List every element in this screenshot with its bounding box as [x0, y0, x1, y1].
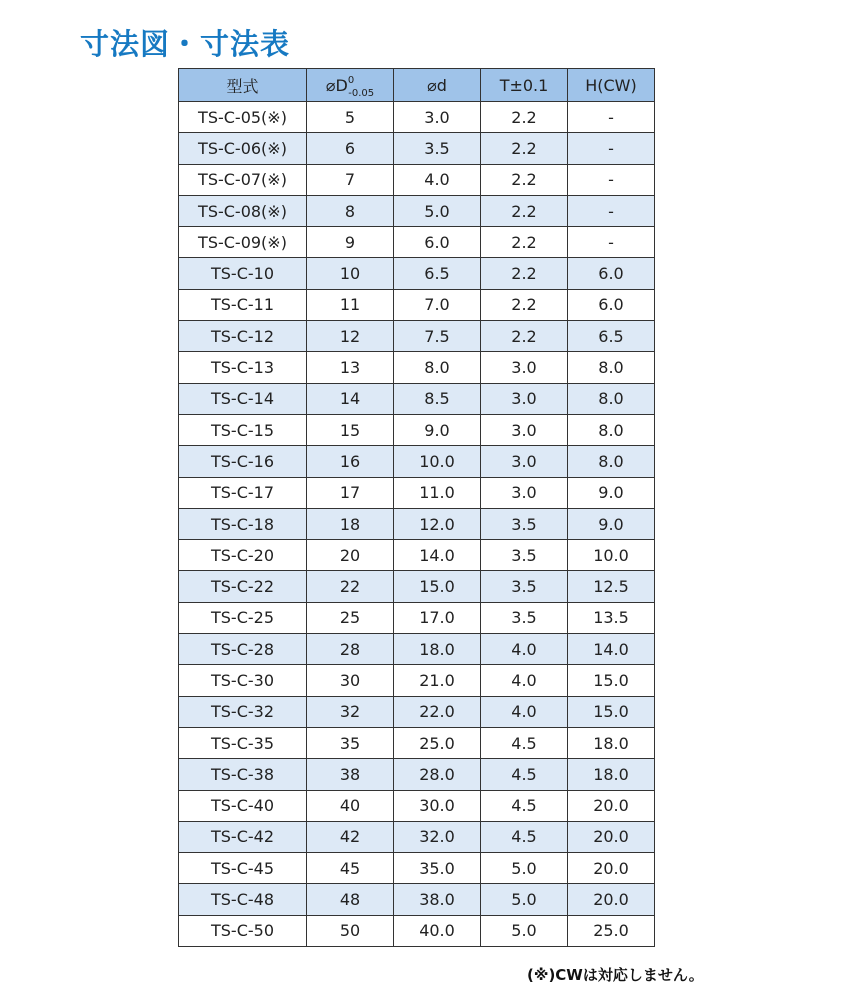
cell-model: TS-C-10 — [179, 258, 307, 289]
cell-model: TS-C-50 — [179, 915, 307, 946]
cell-outer-diameter: 25 — [307, 602, 394, 633]
table-row — [179, 258, 655, 289]
header-inner-diameter: ⌀d — [394, 69, 481, 102]
cell-outer-diameter: 5 — [307, 102, 394, 133]
cell-inner-diameter: 9.0 — [394, 414, 481, 445]
cell-thickness: 3.5 — [481, 508, 568, 539]
cell-outer-diameter: 11 — [307, 289, 394, 320]
cell-model: TS-C-18 — [179, 508, 307, 539]
table-body — [179, 102, 655, 947]
cell-inner-diameter: 32.0 — [394, 821, 481, 852]
cell-model: TS-C-08(※) — [179, 195, 307, 226]
cell-inner-diameter: 15.0 — [394, 571, 481, 602]
cell-height-cw: 15.0 — [568, 665, 655, 696]
cell-thickness: 2.2 — [481, 133, 568, 164]
cell-height-cw: 8.0 — [568, 414, 655, 445]
cell-inner-diameter: 40.0 — [394, 915, 481, 946]
cell-thickness: 4.5 — [481, 821, 568, 852]
cell-thickness: 2.2 — [481, 195, 568, 226]
cell-outer-diameter: 16 — [307, 446, 394, 477]
cell-model: TS-C-15 — [179, 414, 307, 445]
cell-height-cw: - — [568, 227, 655, 258]
cell-height-cw: - — [568, 102, 655, 133]
table-row — [179, 759, 655, 790]
cell-thickness: 2.2 — [481, 102, 568, 133]
cell-outer-diameter: 30 — [307, 665, 394, 696]
cell-outer-diameter: 14 — [307, 383, 394, 414]
header-model: 型式 — [179, 69, 307, 102]
cell-outer-diameter: 38 — [307, 759, 394, 790]
cell-height-cw: 20.0 — [568, 821, 655, 852]
cell-inner-diameter: 18.0 — [394, 634, 481, 665]
cell-height-cw: 10.0 — [568, 540, 655, 571]
cell-inner-diameter: 17.0 — [394, 602, 481, 633]
cell-outer-diameter: 10 — [307, 258, 394, 289]
cell-thickness: 3.0 — [481, 414, 568, 445]
table-row — [179, 790, 655, 821]
cell-model: TS-C-09(※) — [179, 227, 307, 258]
cell-outer-diameter: 35 — [307, 727, 394, 758]
cell-thickness: 4.5 — [481, 790, 568, 821]
cell-height-cw: 6.0 — [568, 258, 655, 289]
cell-outer-diameter: 17 — [307, 477, 394, 508]
cell-outer-diameter: 8 — [307, 195, 394, 226]
table-header-row — [179, 69, 655, 102]
table-row — [179, 821, 655, 852]
cell-inner-diameter: 4.0 — [394, 164, 481, 195]
table-row — [179, 665, 655, 696]
table-row — [179, 195, 655, 226]
cell-outer-diameter: 15 — [307, 414, 394, 445]
cell-inner-diameter: 14.0 — [394, 540, 481, 571]
cell-height-cw: 15.0 — [568, 696, 655, 727]
cell-model: TS-C-35 — [179, 727, 307, 758]
header-outer-diameter-label: ⌀D — [325, 75, 348, 95]
cell-model: TS-C-40 — [179, 790, 307, 821]
cell-inner-diameter: 10.0 — [394, 446, 481, 477]
cell-height-cw: 18.0 — [568, 759, 655, 790]
cell-model: TS-C-45 — [179, 853, 307, 884]
cell-model: TS-C-38 — [179, 759, 307, 790]
cell-model: TS-C-14 — [179, 383, 307, 414]
table-row — [179, 571, 655, 602]
table-row — [179, 508, 655, 539]
cell-height-cw: - — [568, 133, 655, 164]
table-row — [179, 164, 655, 195]
cell-thickness: 2.2 — [481, 289, 568, 320]
cell-inner-diameter: 22.0 — [394, 696, 481, 727]
table-row — [179, 414, 655, 445]
cell-thickness: 5.0 — [481, 915, 568, 946]
cell-height-cw: 8.0 — [568, 352, 655, 383]
cell-height-cw: 13.5 — [568, 602, 655, 633]
header-thickness: T±0.1 — [481, 69, 568, 102]
cell-height-cw: 6.5 — [568, 321, 655, 352]
cell-model: TS-C-06(※) — [179, 133, 307, 164]
page-title: 寸法図・寸法表 — [80, 27, 291, 61]
cell-thickness: 4.5 — [481, 727, 568, 758]
header-outer-diameter — [307, 69, 394, 102]
table-row — [179, 727, 655, 758]
cell-thickness: 4.0 — [481, 696, 568, 727]
cell-inner-diameter: 28.0 — [394, 759, 481, 790]
cell-thickness: 3.5 — [481, 602, 568, 633]
cell-model: TS-C-16 — [179, 446, 307, 477]
cell-thickness: 5.0 — [481, 853, 568, 884]
cell-thickness: 3.0 — [481, 446, 568, 477]
cell-model: TS-C-42 — [179, 821, 307, 852]
cell-inner-diameter: 21.0 — [394, 665, 481, 696]
cell-thickness: 3.0 — [481, 477, 568, 508]
cell-inner-diameter: 25.0 — [394, 727, 481, 758]
cell-outer-diameter: 12 — [307, 321, 394, 352]
table-row — [179, 352, 655, 383]
cell-outer-diameter: 9 — [307, 227, 394, 258]
cell-height-cw: 9.0 — [568, 508, 655, 539]
cell-outer-diameter: 48 — [307, 884, 394, 915]
cell-thickness: 4.0 — [481, 665, 568, 696]
table-row — [179, 696, 655, 727]
table-row — [179, 133, 655, 164]
cell-thickness: 2.2 — [481, 164, 568, 195]
cell-height-cw: 12.5 — [568, 571, 655, 602]
cell-thickness: 2.2 — [481, 258, 568, 289]
cell-height-cw: 14.0 — [568, 634, 655, 665]
cell-height-cw: 8.0 — [568, 383, 655, 414]
cell-inner-diameter: 12.0 — [394, 508, 481, 539]
cell-inner-diameter: 8.5 — [394, 383, 481, 414]
cell-thickness: 3.0 — [481, 352, 568, 383]
cell-inner-diameter: 11.0 — [394, 477, 481, 508]
table-row — [179, 477, 655, 508]
table-row — [179, 227, 655, 258]
cell-height-cw: 6.0 — [568, 289, 655, 320]
table-row — [179, 602, 655, 633]
cell-thickness: 2.2 — [481, 321, 568, 352]
cell-inner-diameter: 3.5 — [394, 133, 481, 164]
cell-model: TS-C-20 — [179, 540, 307, 571]
dimension-table — [178, 68, 655, 947]
footnote: (※)CWは対応しません。 — [527, 966, 704, 984]
cell-thickness: 3.5 — [481, 540, 568, 571]
header-outer-diameter-upper-tolerance: 0 — [347, 74, 355, 86]
cell-thickness: 4.0 — [481, 634, 568, 665]
cell-height-cw: - — [568, 195, 655, 226]
cell-thickness: 3.5 — [481, 571, 568, 602]
cell-height-cw: 8.0 — [568, 446, 655, 477]
cell-outer-diameter: 42 — [307, 821, 394, 852]
cell-inner-diameter: 6.5 — [394, 258, 481, 289]
cell-height-cw: 20.0 — [568, 790, 655, 821]
cell-inner-diameter: 3.0 — [394, 102, 481, 133]
cell-inner-diameter: 7.0 — [394, 289, 481, 320]
cell-inner-diameter: 7.5 — [394, 321, 481, 352]
cell-model: TS-C-13 — [179, 352, 307, 383]
cell-outer-diameter: 50 — [307, 915, 394, 946]
cell-model: TS-C-05(※) — [179, 102, 307, 133]
cell-outer-diameter: 45 — [307, 853, 394, 884]
cell-height-cw: - — [568, 164, 655, 195]
cell-model: TS-C-07(※) — [179, 164, 307, 195]
cell-model: TS-C-30 — [179, 665, 307, 696]
cell-model: TS-C-32 — [179, 696, 307, 727]
cell-inner-diameter: 38.0 — [394, 884, 481, 915]
cell-model: TS-C-28 — [179, 634, 307, 665]
cell-outer-diameter: 32 — [307, 696, 394, 727]
cell-outer-diameter: 7 — [307, 164, 394, 195]
cell-thickness: 5.0 — [481, 884, 568, 915]
table-row — [179, 634, 655, 665]
cell-outer-diameter: 28 — [307, 634, 394, 665]
cell-outer-diameter: 13 — [307, 352, 394, 383]
cell-model: TS-C-48 — [179, 884, 307, 915]
cell-thickness: 2.2 — [481, 227, 568, 258]
cell-outer-diameter: 22 — [307, 571, 394, 602]
table-row — [179, 321, 655, 352]
cell-model: TS-C-12 — [179, 321, 307, 352]
header-height-cw: H(CW) — [568, 69, 655, 102]
cell-inner-diameter: 5.0 — [394, 195, 481, 226]
cell-outer-diameter: 6 — [307, 133, 394, 164]
cell-inner-diameter: 6.0 — [394, 227, 481, 258]
table-row — [179, 102, 655, 133]
cell-inner-diameter: 35.0 — [394, 853, 481, 884]
cell-height-cw: 25.0 — [568, 915, 655, 946]
table-row — [179, 446, 655, 477]
cell-thickness: 4.5 — [481, 759, 568, 790]
cell-outer-diameter: 18 — [307, 508, 394, 539]
table-row — [179, 383, 655, 414]
cell-height-cw: 20.0 — [568, 884, 655, 915]
cell-outer-diameter: 20 — [307, 540, 394, 571]
cell-model: TS-C-11 — [179, 289, 307, 320]
cell-model: TS-C-17 — [179, 477, 307, 508]
cell-inner-diameter: 30.0 — [394, 790, 481, 821]
cell-thickness: 3.0 — [481, 383, 568, 414]
cell-outer-diameter: 40 — [307, 790, 394, 821]
cell-height-cw: 9.0 — [568, 477, 655, 508]
table-row — [179, 915, 655, 946]
cell-inner-diameter: 8.0 — [394, 352, 481, 383]
table-row — [179, 853, 655, 884]
cell-height-cw: 18.0 — [568, 727, 655, 758]
cell-model: TS-C-22 — [179, 571, 307, 602]
cell-height-cw: 20.0 — [568, 853, 655, 884]
table-row — [179, 884, 655, 915]
table-row — [179, 540, 655, 571]
cell-model: TS-C-25 — [179, 602, 307, 633]
table-row — [179, 289, 655, 320]
header-outer-diameter-lower-tolerance: -0.05 — [348, 87, 375, 99]
